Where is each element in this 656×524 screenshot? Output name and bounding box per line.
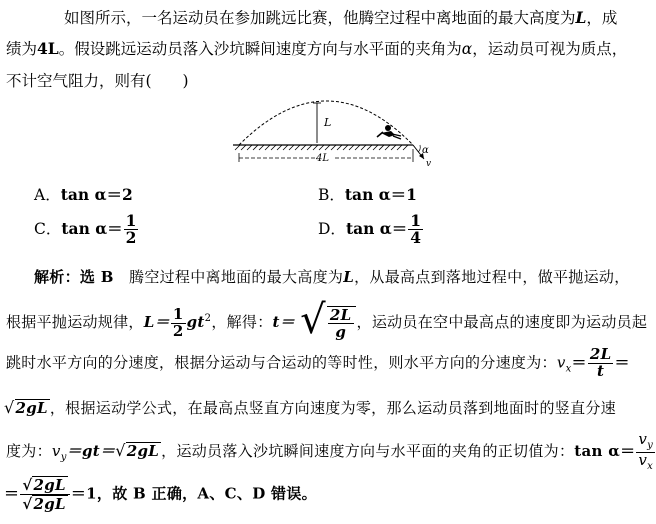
subscript: y bbox=[60, 452, 67, 463]
question-text: 绩为 bbox=[6, 40, 38, 58]
option-label: A． bbox=[34, 186, 61, 204]
sqrt-expression: 2gL bbox=[126, 442, 160, 460]
solution-choice: 选 B bbox=[79, 268, 114, 286]
solution-text: 度为： bbox=[6, 442, 52, 460]
sqrt-symbol: √ bbox=[4, 398, 15, 417]
var-alpha: α bbox=[461, 40, 473, 58]
velocity-label: v bbox=[426, 159, 432, 169]
sqrt-symbol: √ bbox=[115, 441, 126, 460]
option-c[interactable] bbox=[34, 213, 139, 247]
solution-text: ，从最高点到落地过程中，做平抛运动， bbox=[354, 268, 630, 286]
solution-text: ，运动员在空中最高点的速度即为运动员起 bbox=[356, 313, 648, 331]
solution-text: ，运动员落入沙坑瞬间速度方向与水平面的夹角的正切值为： bbox=[161, 442, 575, 460]
solution-line-3 bbox=[6, 347, 630, 380]
question-text: 如图所示，一名运动员在参加跳远比赛，他腾空过程中离地面的最大高度为 bbox=[64, 9, 576, 27]
solution-text: 根据平抛运动规律， bbox=[6, 313, 144, 331]
solution-head: 解析： bbox=[34, 268, 80, 286]
subscript: x bbox=[565, 363, 572, 375]
sqrt-fraction: $\frac{2L}{g}$ bbox=[327, 306, 356, 341]
question-text: 不计空气阻力，则有( ) bbox=[6, 72, 189, 90]
height-label: L bbox=[324, 116, 332, 129]
fraction: $\frac{2L}{t}$ bbox=[589, 345, 612, 380]
equation: ＝ bbox=[571, 353, 587, 372]
fraction: $\frac{1}{2}$ bbox=[172, 304, 184, 340]
var-v: v bbox=[51, 442, 61, 460]
exponent: 2 bbox=[204, 313, 212, 324]
option-d[interactable] bbox=[318, 213, 424, 247]
question-text: ，成 bbox=[586, 9, 618, 27]
angle-label: α bbox=[422, 145, 429, 156]
option-expression: tan α＝2 bbox=[60, 185, 133, 204]
solution-line-4 bbox=[4, 397, 616, 418]
option-expression: tan α＝ bbox=[61, 218, 123, 238]
equation: t＝ bbox=[272, 313, 296, 331]
equation: L＝ bbox=[143, 313, 170, 331]
trajectory-figure bbox=[225, 95, 455, 175]
equation: gt bbox=[186, 313, 205, 331]
solution-line-2 bbox=[6, 297, 648, 343]
question-line-2 bbox=[6, 37, 627, 59]
solution-text: ，根据运动学公式，在最高点竖直方向速度为零，那么运动员落到地面时的竖直分速 bbox=[49, 399, 616, 417]
conclusion-text: ＝1，故 B 正确，A、C、D 错误。 bbox=[70, 484, 317, 503]
question-text: ，运动员可视为质点， bbox=[472, 40, 628, 58]
var-L: L bbox=[575, 8, 587, 27]
option-a[interactable] bbox=[34, 183, 133, 205]
equation: ＝gt＝ bbox=[66, 442, 116, 460]
solution-line-1 bbox=[34, 266, 630, 287]
solution-line-6: ＝ $\frac{√2gL}{√2gL}$ ＝1，故 B 正确，A、C、D 错误。 bbox=[4, 476, 317, 513]
solution-text: ，解得： bbox=[211, 313, 273, 331]
option-expression: tan α＝ bbox=[345, 218, 408, 238]
var-v: v bbox=[556, 353, 566, 372]
solution-text: 跳时水平方向的分速度，根据分运动与合运动的等时性，则水平方向的分速度为： bbox=[6, 353, 557, 372]
option-expression: tan α＝1 bbox=[344, 185, 417, 204]
fraction: $\frac{1}{4}$ bbox=[410, 211, 422, 248]
fraction: $\frac{v_y}{v_x}$ bbox=[638, 430, 654, 472]
solution-line-5 bbox=[6, 432, 656, 472]
option-label: C． bbox=[34, 219, 62, 238]
sqrt-symbol: √ bbox=[300, 297, 326, 343]
var-L: L bbox=[343, 268, 355, 286]
question-line-3 bbox=[6, 69, 189, 91]
option-b[interactable] bbox=[318, 183, 417, 205]
equation: tan α＝ bbox=[574, 442, 636, 460]
equation: ＝ bbox=[614, 353, 630, 372]
jumper-icon bbox=[377, 125, 401, 139]
ground-hatching bbox=[235, 145, 408, 150]
width-label: 4L bbox=[316, 153, 330, 164]
fraction: $\frac{√2gL}{√2gL}$ bbox=[20, 476, 70, 513]
solution-text: 腾空过程中离地面的最大高度为 bbox=[129, 268, 344, 286]
var-4L: 4L bbox=[37, 39, 59, 58]
question-text: 。假设跳远运动员落入沙坑瞬间速度方向与水平面的夹角为 bbox=[58, 40, 462, 58]
option-label: B． bbox=[318, 186, 345, 204]
sqrt-expression: 2gL bbox=[15, 399, 48, 417]
option-label: D． bbox=[318, 219, 346, 238]
question-line-1 bbox=[64, 6, 617, 28]
fraction: $\frac{1}{2}$ bbox=[125, 211, 137, 248]
